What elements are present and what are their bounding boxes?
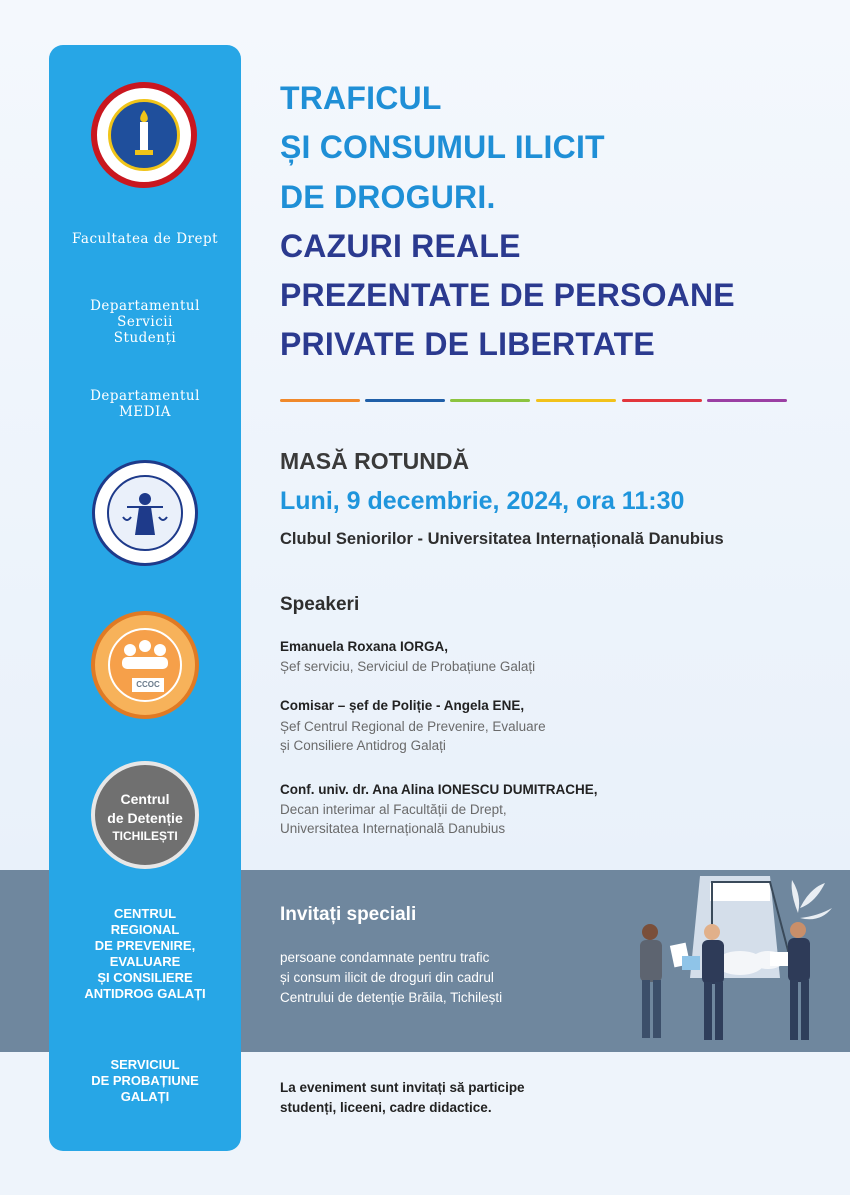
divider-segment-red [622,399,702,402]
title-line-2: ȘI CONSUMUL ILICIT [280,129,605,165]
probation-label: SERVICIUL DE PROBAȚIUNE GALAȚI [91,1057,199,1104]
event-type: MASĂ ROTUNDĂ [280,448,470,474]
justice-icon [107,475,183,551]
speaker-3-role: Decan interimar al Facultății de Drept, Universitatea Internațională Danubius [280,802,507,836]
speaker-2-name: Comisar – șef de Poliție - Angela ENE, [280,698,525,713]
faculty-label: Facultatea de Drept [71,231,219,247]
torch-icon-svg [111,102,177,168]
guests-line-3: Centrului de detenție Brăila, Tichilești [280,990,503,1005]
title-line-3: DE DROGURI. [280,179,496,215]
speakers-title: Speakeri [280,594,360,615]
divider-segment-blue [365,399,445,402]
speaker-3-name: Conf. univ. dr. Ana Alina IONESCU DUMITRACHE, [280,782,598,797]
guests-line-2: și consum ilicit de droguri din cadrul [280,970,494,985]
divider-segment-green [450,399,530,402]
dept-media-label: Departamentul MEDIA [90,388,200,420]
event-date: Luni, 9 decembrie, 2024, ora 11:30 [280,487,685,515]
ccoc-tag: CCOC [132,678,164,692]
guests-title: Invitați speciali [280,904,417,925]
danubius-university-logo [91,82,197,188]
title-line-1: TRAFICUL [280,80,442,116]
divider-segment-orange [280,399,360,402]
student-society-logo [92,460,198,566]
event-venue: Clubul Seniorilor - Universitatea Internațională Danubius [280,530,724,548]
speaker-2-role: Șef Centrul Regional de Prevenire, Evaluare și Consiliere Antidrog Galați [280,719,546,753]
speaker-1-name: Emanuela Roxana IORGA, [280,639,449,654]
regional-center-label: CENTRUL REGIONAL DE PREVENIRE, EVALUARE ȘI CONSILIERE ANTIDROG GALAȚI [84,906,206,1001]
guests-line-1: persoane condamnate pentru trafic [280,950,490,965]
ccoc-logo [91,611,199,719]
invite-line-1: La eveniment sunt invitați să participe [280,1080,525,1095]
detention-center-badge: Centrul de Detenție TICHILEȘTI [91,761,199,869]
torch-icon [108,99,180,171]
divider-segment-yellow [536,399,616,402]
people-group-icon [108,628,182,702]
drug-dealing-illustration [620,868,840,1058]
speaker-1-role: Șef serviciu, Serviciul de Probațiune Galați [280,659,536,674]
title-line-4: CAZURI REALE [280,228,521,264]
invite-line-2: studenți, liceeni, cadre didactice. [280,1100,492,1115]
title-line-5: PREZENTATE DE PERSOANE [280,277,735,313]
title-line-6: PRIVATE DE LIBERTATE [280,326,655,362]
dept-students-label: Departamentul Servicii Studenți [90,298,200,346]
justice-icon-svg [109,477,181,549]
divider-segment-purple [707,399,787,402]
